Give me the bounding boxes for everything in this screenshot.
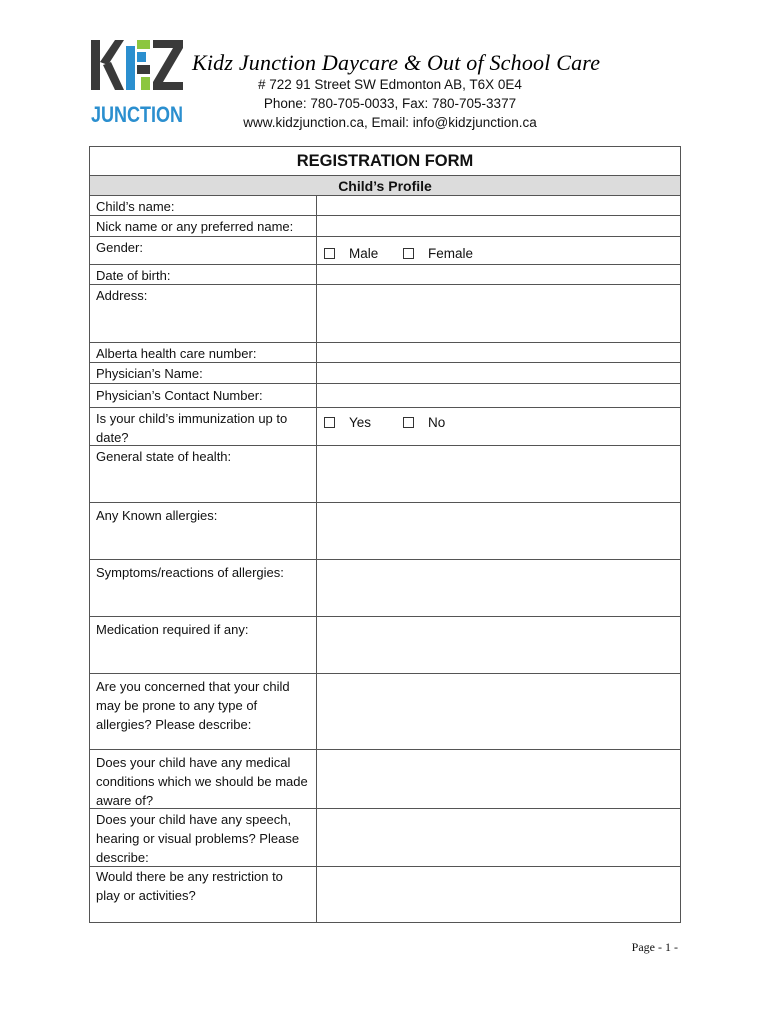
option-female[interactable] <box>403 245 473 262</box>
label-general-health: General state of health: <box>96 449 232 464</box>
label-prone-allergies: Are you concerned that your child may be prone to any type of allergies? Please describe: <box>96 679 290 732</box>
male-label: Male <box>349 246 379 261</box>
form-title: REGISTRATION FORM <box>296 152 474 170</box>
label-allergies: Any Known allergies: <box>96 508 218 523</box>
label-medical-conditions: Does your child have any medical conditions which we should be made aware of? <box>96 755 308 808</box>
svg-text:JUNCTION: JUNCTION <box>91 102 183 127</box>
organization-phone: Phone: 780-705-0033, Fax: 780-705-3377 <box>263 96 517 111</box>
registration-form <box>89 146 681 923</box>
row-physician-contact <box>90 384 680 408</box>
row-medication <box>90 617 680 674</box>
row-symptoms <box>90 560 680 617</box>
organization-address: # 722 91 Street SW Edmonton AB, T6X 0E4 <box>258 77 522 92</box>
organization-web: www.kidzjunction.ca, Email: info@kidzjunction.ca <box>243 115 537 130</box>
input-child-name[interactable] <box>316 196 680 215</box>
no-checkbox[interactable] <box>403 417 414 428</box>
female-label: Female <box>428 246 474 261</box>
option-male[interactable] <box>324 245 378 262</box>
kidz-junction-logo <box>89 38 185 130</box>
input-symptoms[interactable] <box>316 560 680 616</box>
yes-label: Yes <box>349 415 372 430</box>
label-medication: Medication required if any: <box>96 622 249 637</box>
row-immunization <box>90 408 680 446</box>
female-checkbox[interactable] <box>403 248 414 259</box>
no-label: No <box>428 415 446 430</box>
row-physician-name <box>90 363 680 384</box>
organization-name: Kidz Junction Daycare & Out of School Care <box>192 50 601 75</box>
immunization-options <box>316 408 680 445</box>
row-dob <box>90 265 680 285</box>
label-health-number: Alberta health care number: <box>96 346 257 361</box>
option-yes[interactable] <box>324 414 371 431</box>
label-child-name: Child’s name: <box>96 199 175 214</box>
input-health-number[interactable] <box>316 343 680 362</box>
input-medical-conditions[interactable] <box>316 750 680 808</box>
row-allergies <box>90 503 680 560</box>
row-address <box>90 285 680 343</box>
label-symptoms: Symptoms/reactions of allergies: <box>96 565 284 580</box>
row-health-number <box>90 343 680 363</box>
input-medication[interactable] <box>316 617 680 673</box>
input-prone-allergies[interactable] <box>316 674 680 749</box>
label-address: Address: <box>96 288 148 303</box>
label-speech-problems: Does your child have any speech, hearing or visual problems? Please describe: <box>96 812 300 865</box>
input-address[interactable] <box>316 285 680 342</box>
section-header-childs-profile: Child’s Profile <box>90 175 680 196</box>
input-restrictions[interactable] <box>316 867 680 923</box>
row-prone-allergies <box>90 674 680 750</box>
input-speech-problems[interactable] <box>316 809 680 866</box>
row-gender <box>90 237 680 265</box>
input-general-health[interactable] <box>316 446 680 502</box>
input-physician-name[interactable] <box>316 363 680 383</box>
label-immunization: Is your child’s immunization up to date? <box>96 411 288 445</box>
row-medical-conditions <box>90 750 680 809</box>
input-nickname[interactable] <box>316 216 680 236</box>
label-physician-contact: Physician’s Contact Number: <box>96 388 263 403</box>
label-restrictions: Would there be any restriction to play or activities? <box>96 869 283 903</box>
input-allergies[interactable] <box>316 503 680 559</box>
yes-checkbox[interactable] <box>324 417 335 428</box>
label-gender: Gender: <box>96 240 143 255</box>
input-dob[interactable] <box>316 265 680 284</box>
label-nickname: Nick name or any preferred name: <box>96 219 294 234</box>
option-no[interactable] <box>403 414 445 431</box>
row-child-name <box>90 196 680 216</box>
row-nickname <box>90 216 680 237</box>
gender-options <box>316 237 680 264</box>
page-number: Page - 1 - <box>631 940 678 954</box>
label-physician-name: Physician’s Name: <box>96 366 203 381</box>
row-restrictions <box>90 867 680 923</box>
label-dob: Date of birth: <box>96 268 171 283</box>
male-checkbox[interactable] <box>324 248 335 259</box>
input-physician-contact[interactable] <box>316 384 680 407</box>
row-speech-problems <box>90 809 680 867</box>
row-general-health <box>90 446 680 503</box>
